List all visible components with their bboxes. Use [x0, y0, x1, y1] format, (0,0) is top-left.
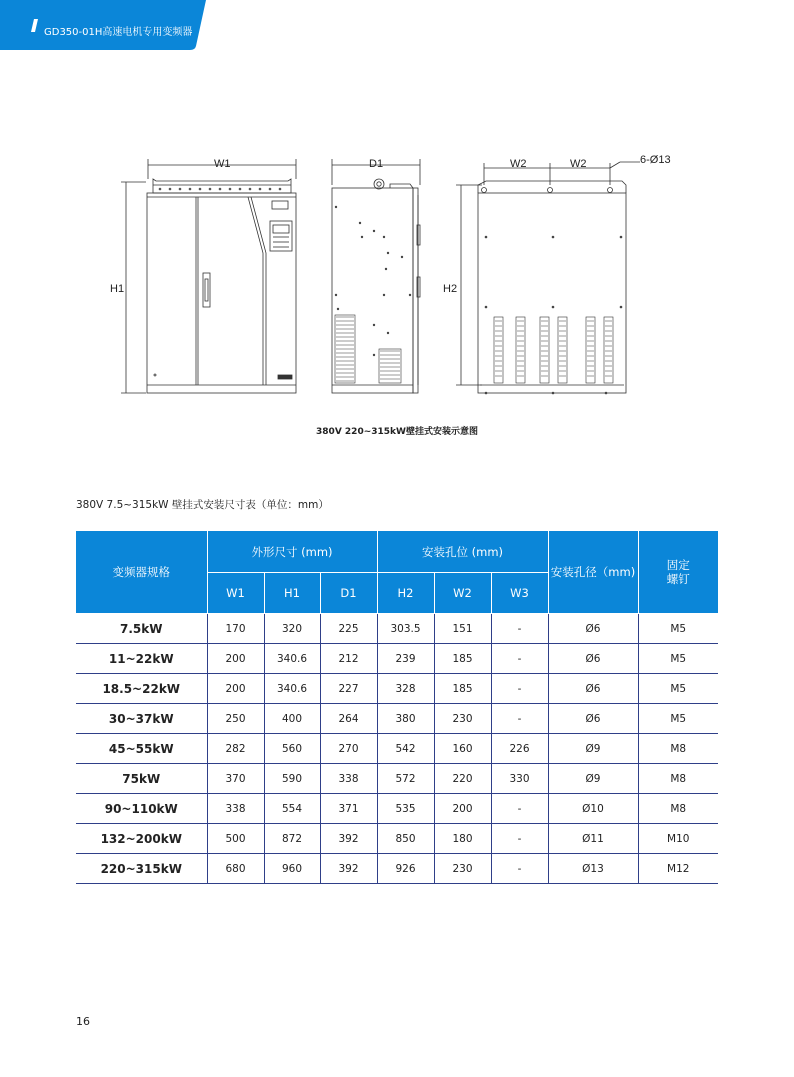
cell-d1: 212	[320, 644, 377, 674]
cell-w2: 160	[434, 734, 491, 764]
cell-dia: Ø9	[548, 734, 638, 764]
header-h2: H2	[377, 573, 434, 614]
cell-w1: 282	[207, 734, 264, 764]
table-row	[76, 824, 718, 854]
page-number: 16	[76, 1015, 90, 1028]
cell-dia: Ø6	[548, 674, 638, 704]
dim-h1-label: H1	[110, 283, 125, 295]
cell-screw: M5	[638, 704, 718, 734]
cell-screw: M5	[638, 644, 718, 674]
cell-d1: 371	[320, 794, 377, 824]
dim-d1-label: D1	[369, 158, 384, 170]
cell-h2: 926	[377, 854, 434, 884]
cell-h2: 535	[377, 794, 434, 824]
header-outline-group: 外形尺寸 (mm)	[207, 531, 377, 573]
cell-h1: 554	[264, 794, 320, 824]
cell-h2: 850	[377, 824, 434, 854]
header-screw-text: 固定螺钉	[666, 558, 690, 586]
cell-dia: Ø10	[548, 794, 638, 824]
cell-d1: 227	[320, 674, 377, 704]
cell-w3: -	[491, 674, 548, 704]
table-title: 380V 7.5~315kW 壁挂式安装尺寸表（单位：mm）	[76, 499, 329, 511]
cell-h1: 560	[264, 734, 320, 764]
cell-d1: 392	[320, 854, 377, 884]
cell-dia: Ø6	[548, 614, 638, 644]
table-row	[76, 854, 718, 884]
cell-w3: -	[491, 824, 548, 854]
dimension-table	[76, 531, 718, 884]
installation-drawing	[110, 145, 700, 405]
dim-w2-left-label: W2	[510, 158, 527, 170]
cell-dia: Ø11	[548, 824, 638, 854]
cell-w2: 180	[434, 824, 491, 854]
header-d1: D1	[320, 573, 377, 614]
table-row	[76, 614, 718, 644]
cell-w2: 230	[434, 704, 491, 734]
header-h1: H1	[264, 573, 320, 614]
cell-w1: 200	[207, 674, 264, 704]
cell-h1: 400	[264, 704, 320, 734]
table-row	[76, 704, 718, 734]
cell-w1: 170	[207, 614, 264, 644]
cell-h2: 542	[377, 734, 434, 764]
cell-d1: 264	[320, 704, 377, 734]
header-hole-group: 安装孔位 (mm)	[377, 531, 548, 573]
cell-w3: -	[491, 854, 548, 884]
cell-h2: 572	[377, 764, 434, 794]
cell-h1: 590	[264, 764, 320, 794]
cell-dia: Ø9	[548, 764, 638, 794]
cell-screw: M5	[638, 674, 718, 704]
cell-w3: -	[491, 614, 548, 644]
cell-model: 11~22kW	[76, 644, 207, 674]
cell-screw: M10	[638, 824, 718, 854]
dim-w2-right-label: W2	[570, 158, 587, 170]
cell-w3: -	[491, 644, 548, 674]
cell-screw: M8	[638, 734, 718, 764]
cell-w1: 338	[207, 794, 264, 824]
drawing-caption: 380V 220~315kW壁挂式安装示意图	[316, 427, 478, 437]
header-model: 变频器规格	[76, 531, 207, 614]
header-screw	[638, 531, 718, 614]
cell-model: 7.5kW	[76, 614, 207, 644]
cell-h2: 239	[377, 644, 434, 674]
cell-dia: Ø6	[548, 704, 638, 734]
dim-w1-label: W1	[214, 158, 231, 170]
cell-w1: 200	[207, 644, 264, 674]
cell-d1: 392	[320, 824, 377, 854]
cell-screw: M8	[638, 794, 718, 824]
cell-w3: -	[491, 704, 548, 734]
cell-h2: 380	[377, 704, 434, 734]
cell-h1: 872	[264, 824, 320, 854]
cell-model: 220~315kW	[76, 854, 207, 884]
cell-h2: 328	[377, 674, 434, 704]
cell-w3: 226	[491, 734, 548, 764]
cell-d1: 225	[320, 614, 377, 644]
table-row	[76, 734, 718, 764]
cell-model: 132~200kW	[76, 824, 207, 854]
dim-holes-label: 6-Ø13	[640, 154, 671, 166]
cell-screw: M8	[638, 764, 718, 794]
cell-w2: 185	[434, 644, 491, 674]
cell-w2: 230	[434, 854, 491, 884]
cell-w2: 151	[434, 614, 491, 644]
cell-w2: 220	[434, 764, 491, 794]
header-w1: W1	[207, 573, 264, 614]
cell-d1: 270	[320, 734, 377, 764]
cell-model: 18.5~22kW	[76, 674, 207, 704]
installation-drawing-svg	[110, 145, 700, 405]
header-w2: W2	[434, 573, 491, 614]
cell-w1: 500	[207, 824, 264, 854]
cell-dia: Ø13	[548, 854, 638, 884]
cell-screw: M5	[638, 614, 718, 644]
header-w3: W3	[491, 573, 548, 614]
header-title: GD350-01H高速电机专用变频器	[44, 27, 193, 38]
header-hole-diameter: 安装孔径（mm)	[548, 531, 638, 614]
table-row	[76, 674, 718, 704]
cell-h1: 340.6	[264, 644, 320, 674]
cell-h1: 960	[264, 854, 320, 884]
cell-w1: 250	[207, 704, 264, 734]
cell-dia: Ø6	[548, 644, 638, 674]
cell-w1: 680	[207, 854, 264, 884]
cell-h2: 303.5	[377, 614, 434, 644]
cell-h1: 320	[264, 614, 320, 644]
header-tab	[0, 0, 206, 50]
cell-w3: -	[491, 794, 548, 824]
table-row	[76, 794, 718, 824]
cell-h1: 340.6	[264, 674, 320, 704]
cell-model: 75kW	[76, 764, 207, 794]
cell-w1: 370	[207, 764, 264, 794]
table-row	[76, 644, 718, 674]
cell-d1: 338	[320, 764, 377, 794]
cell-model: 30~37kW	[76, 704, 207, 734]
cell-w2: 200	[434, 794, 491, 824]
dim-h2-label: H2	[443, 283, 458, 295]
cell-w3: 330	[491, 764, 548, 794]
table-row	[76, 764, 718, 794]
cell-model: 90~110kW	[76, 794, 207, 824]
cell-screw: M12	[638, 854, 718, 884]
cell-w2: 185	[434, 674, 491, 704]
cell-model: 45~55kW	[76, 734, 207, 764]
